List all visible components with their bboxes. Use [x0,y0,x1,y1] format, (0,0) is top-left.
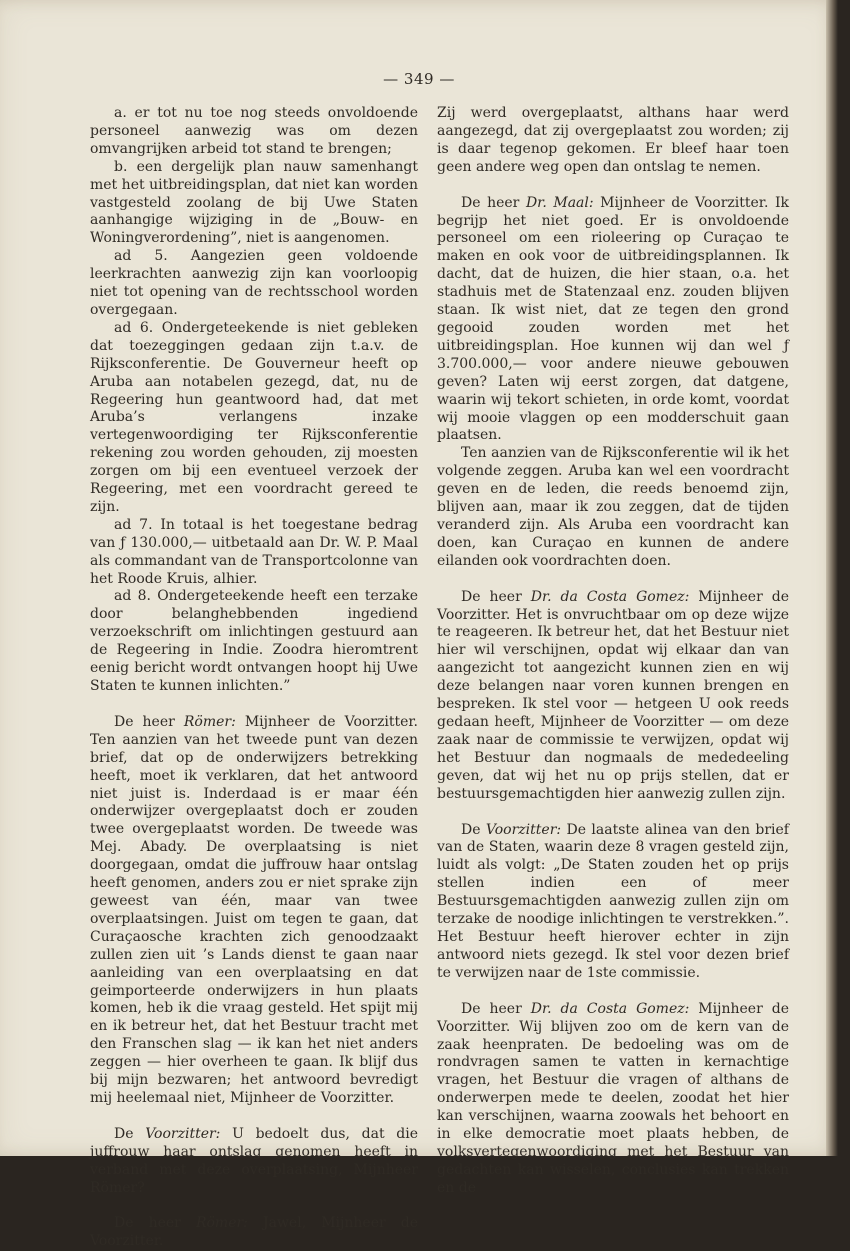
speaker-name: Dr. Maal: [525,194,594,211]
speaker-name: Dr. da Costa Gomez: [530,588,690,605]
speech-text: Jawel, Mijnheer de Voorzitter. [90,1215,418,1250]
speech-text: De laatste alinea van den brief van de Staten, waarin deze 8 vragen gesteld zijn, luidt als volgt: „De Staten zouden het op prijs stellen indien een of meer Bestuursgemachtigden aanwezig zullen zijn om terzake de noodige inlichtingen te verstrekken.”. Het Bestuur heeft hierover echter in zijn antwoord niets gezegd. Ik stel voor dezen brief te verwijzen naar de 1ste commissie. [437,821,789,981]
list-item: ad 8. Ondergeteekende heeft een terzake door belanghebbenden ingediend verzoekschrift om inlichtingen gestuurd aan de Regeering in Indie. Zoodra hieromtrent eenig bericht wordt ontvangen hoopt hij Uwe Staten te kunnen inlichten.” [90,588,418,694]
speech-prefix: De heer [114,1215,196,1232]
speech-paragraph [437,822,789,983]
speech-text: Mijnheer de Voorzitter. Wij blijven zoo om de kern van de zaak heenpraten. De bedoeling was om de rondvragen samen te vatten in kernachtige vragen, het Bestuur die vragen of althans de onderwerpen mede te deelen, zoodat het hier kan verschijnen, waarna zoowals het behoort en in elke democratie moet plaats hebben, de volksvertegenwoordiging met het Bestuur van gedachten kan wisselen, conclusies kan trekken en de [437,1000,789,1196]
speech-prefix: De heer [461,194,526,211]
speech-paragraph [437,589,789,804]
list-item: ad 6. Ondergeteekende is niet gebleken dat toezeggingen gedaan zijn t.a.v. de Rijksconferentie. De Gouverneur heeft op Aruba aan notabelen gezegd, dat, nu de Regeering hun geantwoord had, dat met Aruba’s verlangens inzake vertegenwoordiging ter Rijksconferentie rekening zou worden gehouden, zij moesten zorgen om bij een eventueel verzoek der Regeering, met een voordracht gereed te zijn. [90,319,418,515]
speech-text: U bedoelt dus, dat die juffrouw haar ontslag genomen heeft in verband met deze overplaatsing, Mijnheer Römer? [90,1125,418,1196]
left-column [90,105,418,1251]
speech-prefix: De heer [114,713,184,730]
speech-text: Mijnheer de Voorzitter. Ten aanzien van het tweede punt van dezen brief, dat op de onderwijzers betrekking heeft, moet ik verklaren, dat het antwoord niet juist is. Inderdaad is er maar één onderwijzer overgeplaatst doch er zouden twee overgeplaatst worden. De tweede was Mej. Abady. De overplaatsing is niet doorgegaan, omdat die juffrouw haar ontslag heeft genomen, anders zou er niet sprake zijn geweest van één, maar van twee overplaatsingen. Juist om tegen te gaan, dat Curaçaosche krachten zich genoodzaakt zullen zien uit ’s Lands dienst te gaan naar aanleiding van een overplaatsing en dat geimporteerde onderwijzers in hun plaats komen, heb ik die vraag gesteld. Het spijt mij en ik betreur het, dat het Bestuur tracht met den Franschen slag — ik kan het niet anders zeggen — hier overheen te gaan. Ik blijf dus bij mijn bezwaren; het antwoord bevredigt mij heelemaal niet, Mijnheer de Voorzitter. [90,713,418,1106]
list-item: b. een dergelijk plan nauw samenhangt met het uitbreidingsplan, dat niet kan worden vastgesteld zoolang de bij Uwe Staten aanhangige wijziging in de „Bouw- en Woningverordening”, niet is aangenomen. [90,158,418,247]
page-edge [826,0,838,1156]
speech-prefix: De heer [461,588,531,605]
speaker-name: Voorzitter: [145,1125,221,1142]
speech-text: Mijnheer de Voorzitter. Het is onvruchtbaar om op deze wijze te reageeren. Ik betreur het, dat het Bestuur niet hier wil verschijnen, opdat wij elkaar dan van aangezicht tot aangezicht kunnen zien en wij deze belangen naar voren kunnen brengen en bespreken. Ik stel voor — hetgeen U ook reeds gedaan heeft, Mijnheer de Voorzitter — om deze zaak naar de commissie te verwijzen, opdat wij het Bestuur dan nogmaals de mededeeling geven, dat wij het nu op prijs stellen, dat er bestuursgemachtigden hier aanwezig zullen zijn. [437,588,789,802]
speech-prefix: De [461,821,486,838]
speech-paragraph [90,1215,418,1251]
list-item: a. er tot nu toe nog steeds onvoldoende personeel aanwezig was om dezen omvangrijken arbeid tot stand te brengen; [90,105,418,157]
speech-paragraph [90,714,418,1108]
speech-paragraph [90,1126,418,1198]
speech-prefix: De heer [461,1000,531,1017]
speech-paragraph [437,195,789,446]
speech-paragraph [437,1001,789,1198]
speaker-name: Dr. da Costa Gomez: [530,1000,690,1017]
right-column [437,105,789,1198]
speaker-name: Voorzitter: [485,821,562,838]
speech-text: Mijnheer de Voorzitter. Ik begrijp het niet goed. Er is onvoldoende personeel om een rioleering op Curaçao te maken en ook voor de uitbreidingsplannen. Ik dacht, dat de huizen, die hier staan, o.a. het stadhuis met de Statenzaal enz. zouden blijven staan. Ik wist niet, dat ze tegen den grond gegooid zouden worden met het uitbreidingsplan. Hoe kunnen wij dan wel ƒ 3.700.000,— voor andere nieuwe gebouwen geven? Laten wij eerst zorgen, dat datgene, waarin wij tekort schieten, in orde komt, voordat wij mooie vlaggen op een modderschuit gaan plaatsen. [437,194,789,444]
speaker-name: Römer: [183,713,236,730]
speaker-name: Römer: [195,1215,248,1232]
page-number: — 349 — [383,70,455,88]
text-paragraph: Zij werd overgeplaatst, althans haar werd aangezegd, dat zij overgeplaatst zou worden; zij is daar tegenop gekomen. Er bleef haar toen geen andere weg open dan ontslag te nemen. [437,105,789,175]
list-item: ad 7. In totaal is het toegestane bedrag van ƒ 130.000,— uitbetaald aan Dr. W. P. Maal als commandant van de Transportcolonne van het Roode Kruis, alhier. [90,516,418,587]
speech-prefix: De [114,1125,146,1142]
list-item: ad 5. Aangezien geen voldoende leerkrachten aanwezig zijn kan voorloopig niet tot opening van de rechtsschool worden overgegaan. [90,248,418,318]
text-paragraph: Ten aanzien van de Rijksconferentie wil ik het volgende zeggen. Aruba kan wel een voordracht geven en de leden, die reeds benoemd zijn, blijven aan, maar ik zou zeggen, dat de tijden veranderd zijn. Als Aruba een voordracht kan doen, kan Curaçao en kunnen de andere eilanden ook voordrachten doen. [437,445,789,569]
